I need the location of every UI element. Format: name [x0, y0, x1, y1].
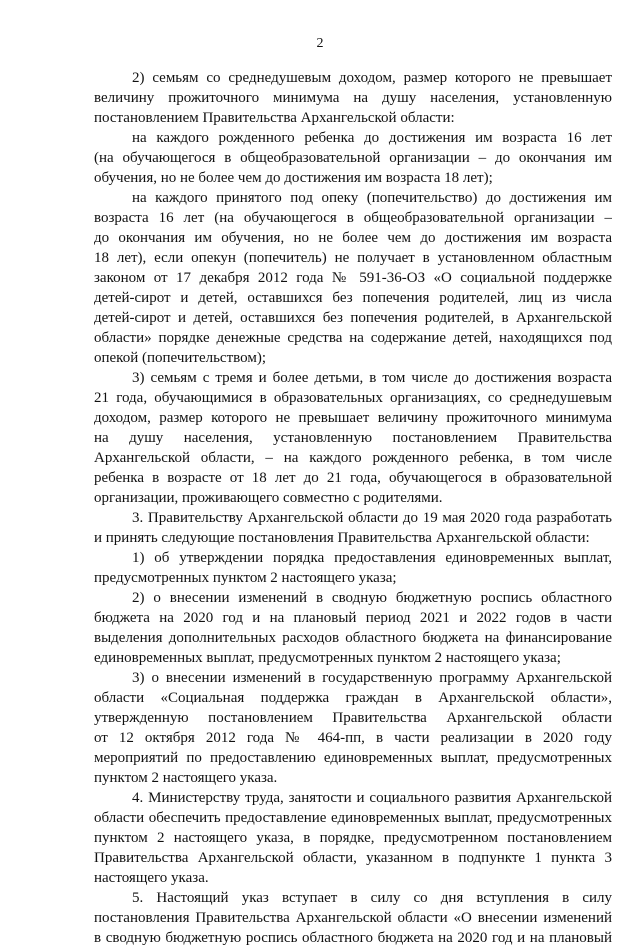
text-line: 18 лет), если опекун (попечитель) не получает в установленном областным [94, 250, 612, 266]
text-line: 3) семьям с тремя и более детьми, в том числе до достижения возраста [132, 370, 612, 386]
text-line: 2) семьям со среднедушевым доходом, размер которого не превышает [132, 70, 612, 86]
text-line: обучения, но не более чем до достижения им возраста 18 лет); [94, 170, 493, 186]
text-line: от 12 октября 2012 года № 464-пп, в части реализации в 2020 году [94, 730, 612, 746]
text-line: Архангельской области, – на каждого рожденного ребенка, в том числе [94, 450, 612, 466]
text-line: законом от 17 декабря 2012 года № 591-36-ОЗ «О социальной поддержке [94, 270, 612, 286]
page-number: 2 [316, 36, 324, 51]
text-line: 3) о внесении изменений в государственную программу Архангельской [132, 670, 612, 686]
text-line: постановлением Правительства Архангельской области: [94, 110, 455, 126]
text-line: 4. Министерству труда, занятости и социального развития Архангельской [132, 790, 612, 806]
text-line: пунктом 2 настоящего указа. [94, 770, 278, 786]
text-line: на каждого рожденного ребенка до достижения им возраста 16 лет [132, 130, 612, 146]
text-line: доходом, размер которого не превышает величину прожиточного минимума [94, 410, 612, 426]
text-line: организации, проживающего совместно с родителями. [94, 490, 443, 506]
text-line: возраста 16 лет (на обучающегося в общеобразовательной организации – [94, 210, 612, 226]
text-line: утвержденную постановлением Правительства Архангельской области [94, 710, 612, 726]
text-line: настоящего указа. [94, 870, 209, 886]
text-line: предусмотренных пунктом 2 настоящего указа; [94, 570, 397, 586]
text-line: в сводную бюджетную роспись областного бюджета на 2020 год и на плановый [94, 930, 612, 946]
text-line: пунктом 2 настоящего указа, в порядке, предусмотренном постановлением [94, 830, 612, 846]
text-line: на душу населения, установленную постановлением Правительства [94, 430, 612, 446]
text-line: (на обучающегося в общеобразовательной организации – до окончания им [94, 150, 612, 166]
text-line: 2) о внесении изменений в сводную бюджетную роспись областного [132, 590, 612, 606]
text-line: 5. Настоящий указ вступает в силу со дня вступления в силу [132, 890, 612, 906]
text-line: бюджета на 2020 год и на плановый период 2021 и 2022 годов в части [94, 610, 612, 626]
text-line: детей-сирот и детей, оставшихся без попечения родителей, в Архангельской [94, 310, 612, 326]
text-line: на каждого принятого под опеку (попечительство) до достижения им [132, 190, 612, 206]
text-line: до окончания им обучения, но не более чем до достижения им возраста [94, 230, 612, 246]
text-line: 3. Правительству Архангельской области до 19 мая 2020 года разработать [132, 510, 612, 526]
text-line: области обеспечить предоставление единовременных выплат, предусмотренных [94, 810, 612, 826]
document-body [94, 68, 612, 948]
text-line: области «Социальная поддержка граждан в Архангельской области», [94, 690, 612, 706]
text-line: величину прожиточного минимума на душу населения, установленную [94, 90, 612, 106]
text-line: 21 года, обучающимися в образовательных организациях, со среднедушевым [94, 390, 612, 406]
text-line: области» порядке денежные средства на содержание детей, находящихся под [94, 330, 612, 346]
text-line: постановления Правительства Архангельской области «О внесении изменений [94, 910, 612, 926]
text-line: мероприятий по предоставлению единовременных выплат, предусмотренных [94, 750, 612, 766]
text-line: ребенка в возрасте от 18 лет до 21 года, обучающегося в образовательной [94, 470, 612, 486]
text-line: выделения дополнительных расходов областного бюджета на финансирование [94, 630, 612, 646]
text-line: опекой (попечительством); [94, 350, 266, 366]
text-line: 1) об утверждении порядка предоставления единовременных выплат, [132, 550, 612, 566]
text-line: Правительства Архангельской области, указанном в подпункте 1 пункта 3 [94, 850, 612, 866]
text-line: единовременных выплат, предусмотренных пунктом 2 настоящего указа; [94, 650, 561, 666]
text-line: детей-сирот и детей, оставшихся без попечения родителей, лиц из числа [94, 290, 612, 306]
text-line: и принять следующие постановления Правительства Архангельской области: [94, 530, 590, 546]
